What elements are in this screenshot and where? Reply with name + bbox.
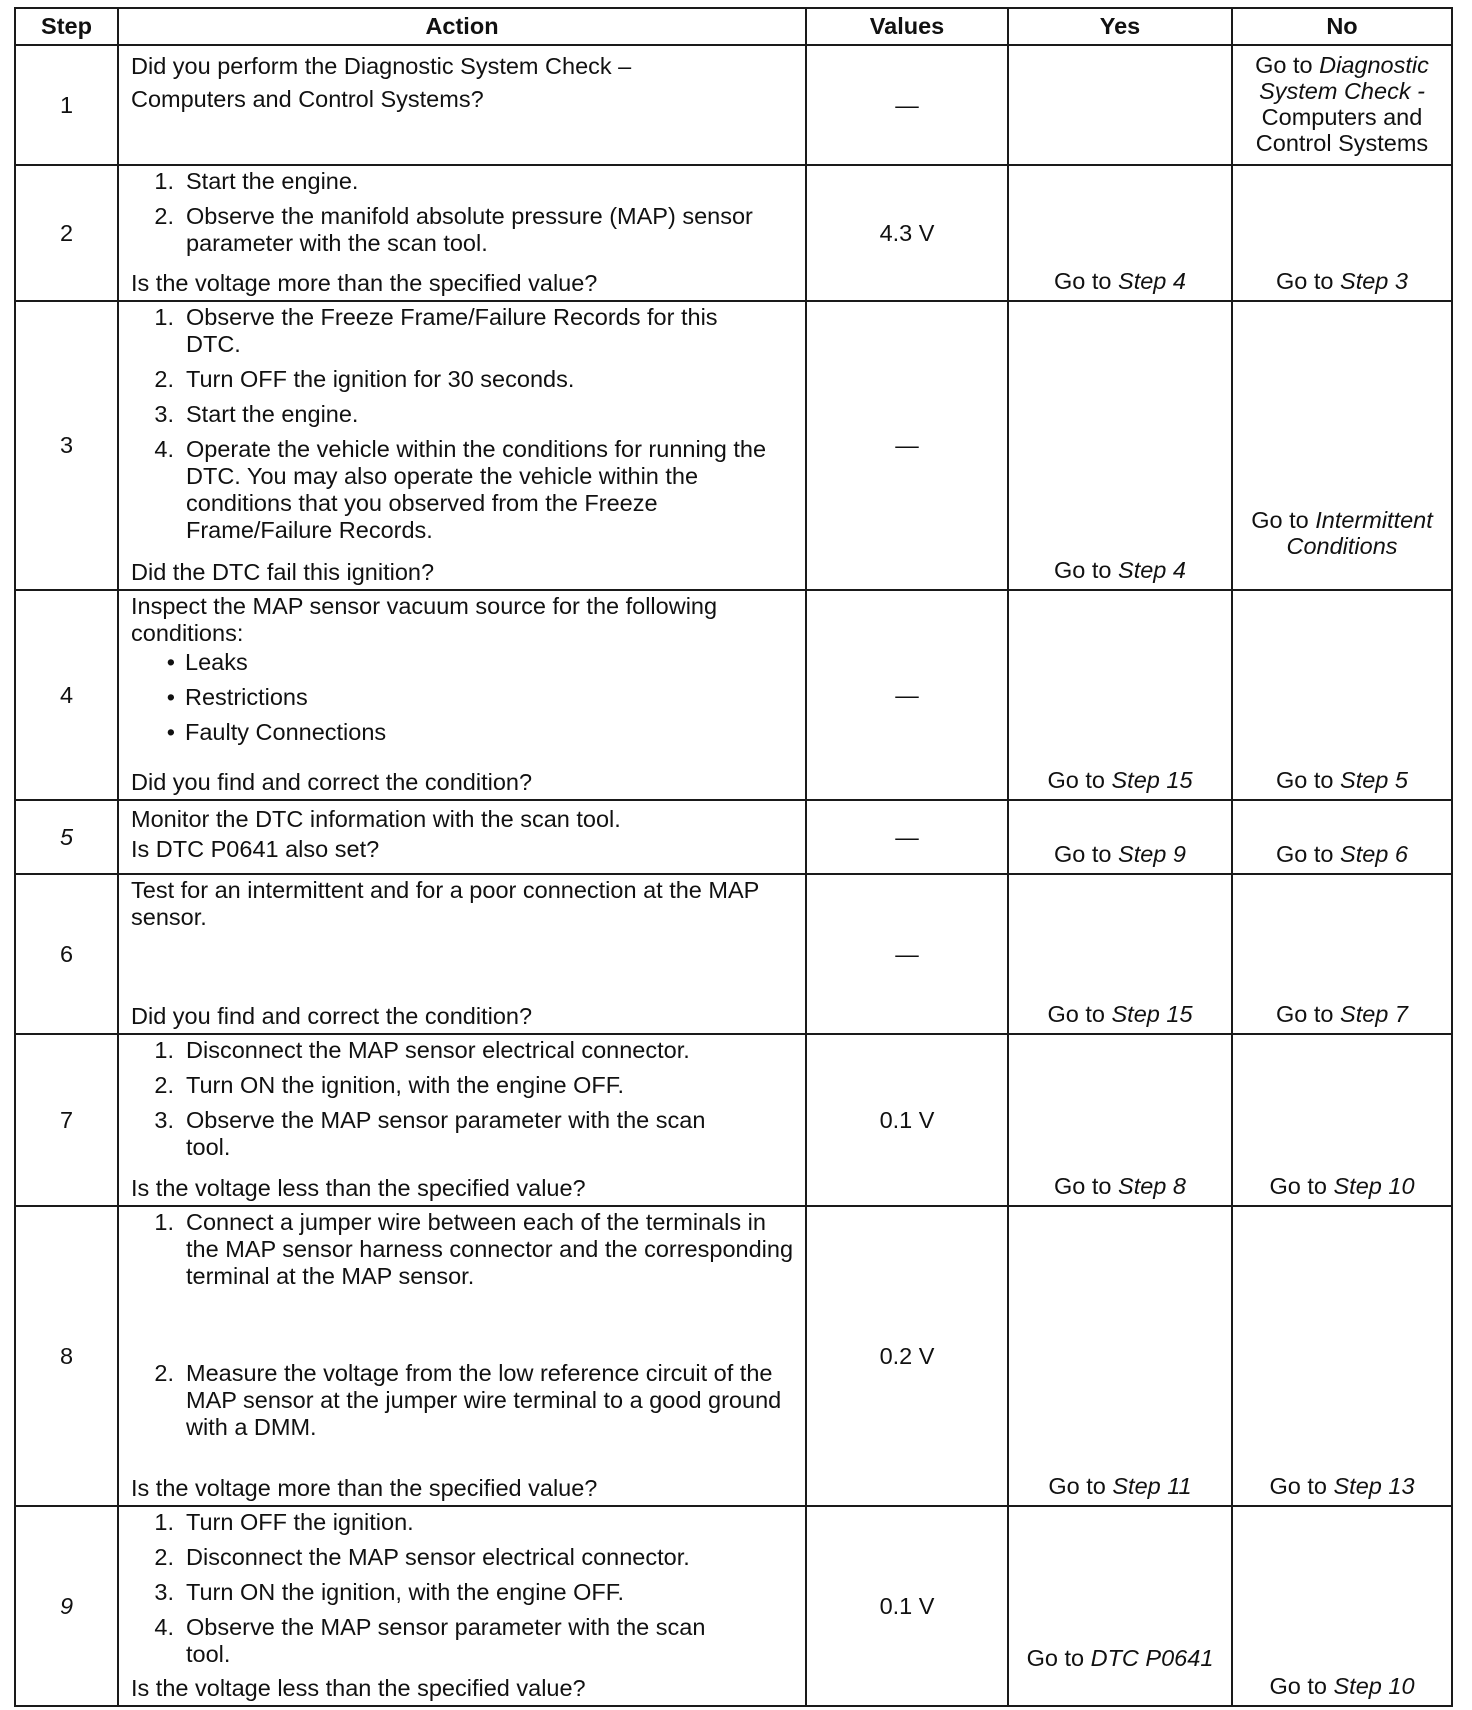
go-to-link[interactable]: Intermittent Conditions: [1286, 507, 1433, 559]
go-to-link[interactable]: Step 9: [1118, 841, 1186, 867]
yes-cell: [1008, 45, 1232, 165]
list-item: 2. Turn ON the ignition, with the engine OFF.: [154, 1072, 625, 1098]
list-item: 1. Observe the Freeze Frame/Failure Records for this DTC.: [154, 304, 718, 357]
step-number: 7: [15, 1034, 118, 1206]
question-text: Is the voltage more than the specified value?: [131, 1475, 598, 1501]
table-row: [15, 800, 1452, 874]
list-item: 4. Observe the MAP sensor parameter with the scan tool.: [154, 1614, 706, 1667]
go-to-link[interactable]: Step 8: [1118, 1173, 1186, 1199]
yes-cell: Go to Step 4: [1008, 165, 1232, 301]
list-item: 1. Connect a jumper wire between each of the terminals in the MAP sensor harness connector and the corresponding terminal at the MAP sensor.: [154, 1209, 794, 1289]
step-number: 5: [15, 800, 118, 874]
list-item: • Leaks: [166, 649, 248, 675]
action-cell: [118, 165, 806, 301]
list-item: 4. Operate the vehicle within the conditions for running the DTC. You may also operate the vehicle within the conditions that you observed from the Freeze Frame/Failure Records.: [154, 436, 767, 543]
list-item: 3. Start the engine.: [154, 401, 359, 427]
table-row: [15, 1206, 1452, 1506]
step-number: 8: [15, 1206, 118, 1506]
action-text: Test for an intermittent and for a poor connection at the MAP sensor.: [131, 877, 759, 930]
header-yes: Yes: [1008, 8, 1232, 45]
step-number: 2: [15, 165, 118, 301]
header-values: Values: [806, 8, 1008, 45]
value-cell: —: [806, 45, 1008, 165]
go-to-link[interactable]: Step 11: [1112, 1473, 1192, 1499]
value-cell: 0.1 V: [806, 1034, 1008, 1206]
action-cell: [118, 1034, 806, 1206]
value-cell: —: [806, 590, 1008, 800]
no-cell: Go to Step 13: [1232, 1206, 1452, 1506]
step-number: 6: [15, 874, 118, 1034]
go-to-link[interactable]: Step 4: [1118, 268, 1186, 294]
action-cell: [118, 590, 806, 800]
no-cell: Go to Step 10: [1232, 1034, 1452, 1206]
table-row: [15, 590, 1452, 800]
step-number: 3: [15, 301, 118, 590]
go-to-link[interactable]: Step 7: [1340, 1001, 1408, 1027]
value-cell: 4.3 V: [806, 165, 1008, 301]
question-text: Is the voltage more than the specified value?: [131, 270, 598, 296]
list-item: 2. Disconnect the MAP sensor electrical connector.: [154, 1544, 690, 1570]
yes-cell: Go to Step 9: [1008, 800, 1232, 874]
question-text: Is DTC P0641 also set?: [131, 836, 380, 862]
go-to-link[interactable]: Step 13: [1333, 1473, 1415, 1499]
instruction-list: [131, 1209, 799, 1449]
table-row: [15, 1034, 1452, 1206]
action-cell: [118, 1206, 806, 1506]
header-row: [15, 8, 1452, 45]
question-text: Is the voltage less than the specified value?: [131, 1675, 586, 1701]
go-to-link[interactable]: Step 5: [1340, 767, 1408, 793]
go-to-link[interactable]: Step 15: [1111, 767, 1193, 793]
go-to-prefix: Go to: [1255, 52, 1313, 78]
no-cell: Go to Intermittent Conditions: [1232, 301, 1452, 590]
value-cell: 0.2 V: [806, 1206, 1008, 1506]
action-cell: [118, 1506, 806, 1706]
step-number: 9: [15, 1506, 118, 1706]
go-to-link[interactable]: Step 6: [1340, 841, 1408, 867]
header-no: No: [1232, 8, 1452, 45]
value-cell: 0.1 V: [806, 1506, 1008, 1706]
action-cell: [118, 45, 806, 165]
no-cell: Go to Step 5: [1232, 590, 1452, 800]
action-cell: [118, 301, 806, 590]
list-item: 1. Turn OFF the ignition.: [154, 1509, 414, 1535]
action-text: Inspect the MAP sensor vacuum source for the following conditions:: [131, 593, 718, 646]
diagnostic-table: [14, 7, 1453, 1707]
no-cell: Go to Step 6: [1232, 800, 1452, 874]
list-item: 2. Observe the manifold absolute pressure (MAP) sensor parameter with the scan tool.: [154, 203, 753, 256]
action-text: Monitor the DTC information with the scan tool.: [131, 806, 621, 832]
instruction-list: [131, 304, 799, 552]
yes-cell: Go to Step 11: [1008, 1206, 1232, 1506]
instruction-list: [131, 1037, 799, 1169]
question-text: Did the DTC fail this ignition?: [131, 559, 435, 585]
list-item: 1. Start the engine.: [154, 168, 359, 194]
go-to-link[interactable]: Step 4: [1118, 557, 1186, 583]
go-to-link[interactable]: DTC P0641: [1090, 1645, 1214, 1671]
go-to-link[interactable]: Diagnostic System Check -: [1259, 52, 1429, 104]
instruction-list: [131, 168, 799, 265]
step-number: 4: [15, 590, 118, 800]
list-item: 2. Measure the voltage from the low reference circuit of the MAP sensor at the jumper wire terminal to a good ground with a DMM.: [154, 1360, 782, 1440]
yes-cell: Go to Step 15: [1008, 874, 1232, 1034]
action-text: Did you perform the Diagnostic System Check – Computers and Control Systems?: [131, 53, 632, 112]
yes-cell: Go to DTC P0641: [1008, 1506, 1232, 1706]
no-cell: Go to Step 3: [1232, 165, 1452, 301]
action-cell: [118, 874, 806, 1034]
condition-list: [131, 649, 799, 754]
go-to-link[interactable]: Step 15: [1111, 1001, 1193, 1027]
yes-cell: Go to Step 15: [1008, 590, 1232, 800]
list-item: 1. Disconnect the MAP sensor electrical connector.: [154, 1037, 690, 1063]
go-to-link-rest[interactable]: Computers and Control Systems: [1255, 104, 1429, 156]
step-number: 1: [15, 45, 118, 165]
yes-cell: Go to Step 8: [1008, 1034, 1232, 1206]
question-text: Did you find and correct the condition?: [131, 769, 533, 795]
table-row: [15, 301, 1452, 590]
instruction-list: [131, 1509, 799, 1668]
list-item: 3. Turn ON the ignition, with the engine OFF.: [154, 1579, 625, 1605]
list-item: 3. Observe the MAP sensor parameter with the scan tool.: [154, 1107, 706, 1160]
header-action: Action: [118, 8, 806, 45]
value-cell: —: [806, 301, 1008, 590]
list-item: • Restrictions: [166, 684, 308, 710]
table-row: [15, 874, 1452, 1034]
yes-cell: Go to Step 4: [1008, 301, 1232, 590]
no-cell: Go to Step 10: [1232, 1506, 1452, 1706]
list-item: • Faulty Connections: [166, 719, 387, 745]
no-cell: [1232, 45, 1452, 165]
list-item: 2. Turn OFF the ignition for 30 seconds.: [154, 366, 575, 392]
value-cell: —: [806, 800, 1008, 874]
action-cell: [118, 800, 806, 874]
no-cell: Go to Step 7: [1232, 874, 1452, 1034]
go-to-link[interactable]: Step 10: [1333, 1673, 1415, 1699]
go-to-link[interactable]: Step 3: [1340, 268, 1408, 294]
header-step: Step: [15, 8, 118, 45]
value-cell: —: [806, 874, 1008, 1034]
table-row: [15, 1506, 1452, 1706]
question-text: Did you find and correct the condition?: [131, 1003, 533, 1029]
table-row: [15, 45, 1452, 165]
question-text: Is the voltage less than the specified value?: [131, 1175, 586, 1201]
table-row: [15, 165, 1452, 301]
go-to-link[interactable]: Step 10: [1333, 1173, 1415, 1199]
